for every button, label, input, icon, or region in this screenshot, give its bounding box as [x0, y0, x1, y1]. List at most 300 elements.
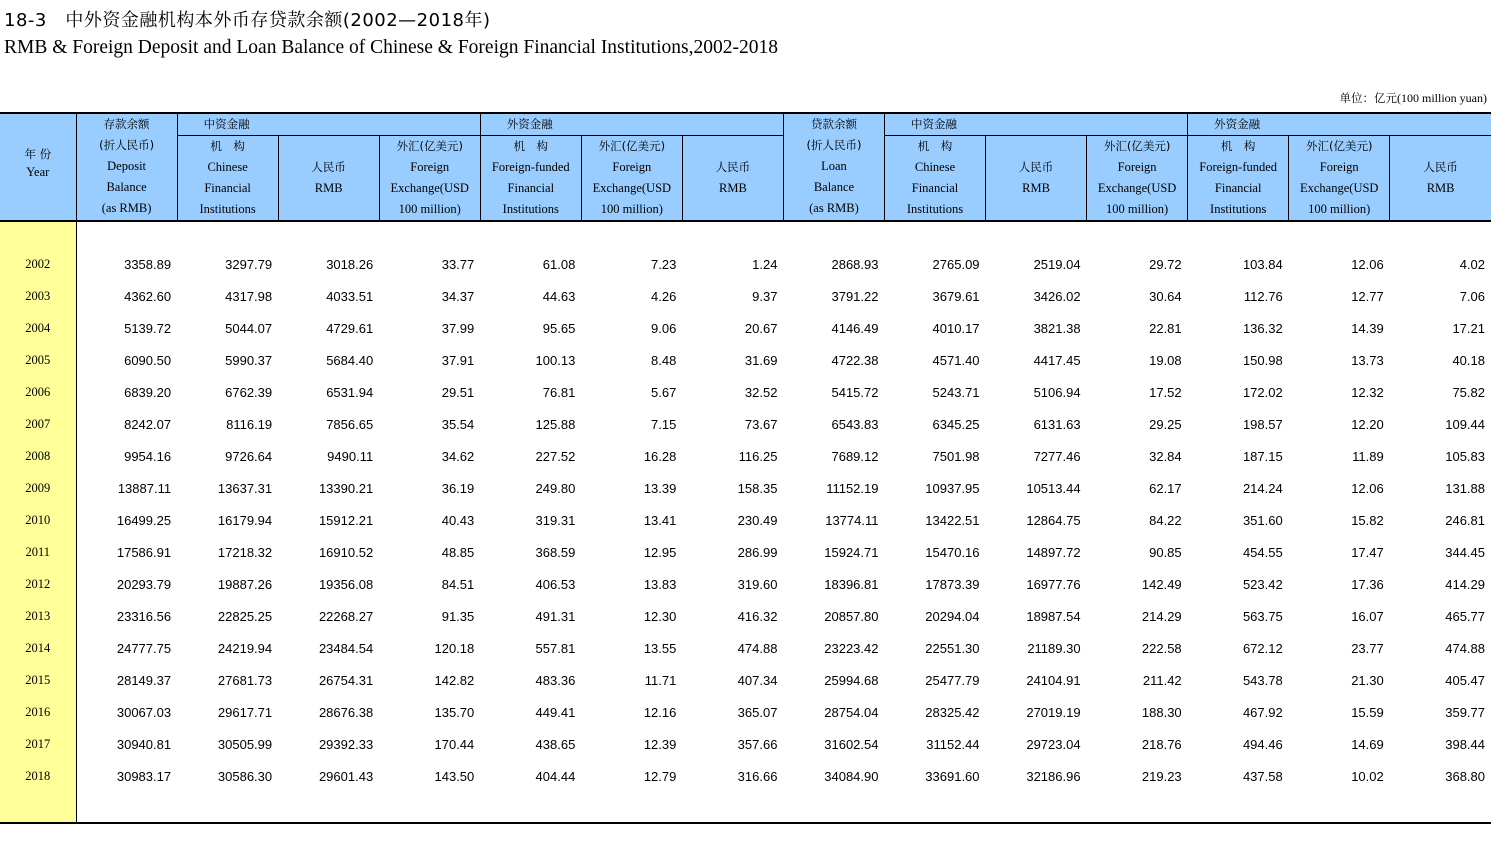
value-cell: 31602.54 — [824, 736, 879, 752]
year-cell: 2003 — [0, 280, 76, 312]
header-text: Institutions — [1210, 202, 1267, 216]
header-text: Balance — [813, 180, 855, 194]
value-cell: 13.39 — [643, 480, 677, 496]
value-cell: 5415.72 — [831, 384, 879, 400]
value-cell — [278, 221, 379, 248]
year-cell: 2007 — [0, 408, 76, 440]
value-cell — [76, 221, 177, 248]
value-cell: 13.73 — [1351, 352, 1384, 368]
value-cell: 12.06 — [1351, 256, 1384, 272]
value-cell — [884, 792, 985, 823]
header-text: Chinese — [914, 160, 956, 174]
value-cell: 12.06 — [1351, 480, 1384, 496]
header-cn-inst-loan-top — [884, 113, 1187, 136]
header-fg-inst-deposit — [480, 136, 581, 222]
value-cell: 150.98 — [1242, 352, 1283, 368]
value-cell: 28325.42 — [925, 704, 980, 720]
table-row — [0, 312, 1491, 344]
value-cell: 37.91 — [441, 352, 475, 368]
header-text: 中资金融 — [910, 117, 957, 131]
header-text: Foreign — [1319, 160, 1359, 174]
value-cell: 34084.90 — [824, 768, 879, 784]
value-cell: 30940.81 — [116, 736, 172, 752]
header-text: RMB — [314, 181, 343, 195]
header-text: 机 构 — [1220, 139, 1256, 153]
value-cell: 16.07 — [1351, 608, 1384, 624]
value-cell: 143.50 — [434, 768, 475, 784]
value-cell: 158.35 — [737, 480, 778, 496]
header-text: 人民币 — [1423, 160, 1458, 174]
year-cell: 2012 — [0, 568, 76, 600]
header-text: Financial — [204, 181, 251, 195]
table-row — [0, 696, 1491, 728]
value-cell: 465.77 — [1445, 608, 1485, 624]
header-text: RMB — [719, 181, 747, 195]
value-cell: 16179.94 — [217, 512, 273, 528]
value-cell: 4722.38 — [831, 352, 879, 368]
value-cell: 491.31 — [535, 608, 576, 624]
value-cell: 11.71 — [644, 672, 677, 688]
value-cell: 222.58 — [1141, 640, 1182, 656]
header-text: 外汇(亿美元) — [1103, 139, 1171, 153]
value-cell: 30505.99 — [217, 736, 273, 752]
value-cell: 368.59 — [535, 544, 576, 560]
year-cell: 2013 — [0, 600, 76, 632]
header-text: 机 构 — [210, 139, 245, 153]
value-cell: 17586.91 — [116, 544, 172, 560]
value-cell: 3821.38 — [1033, 320, 1081, 336]
table-row — [0, 408, 1491, 440]
value-cell: 357.66 — [737, 736, 778, 752]
value-cell: 4417.45 — [1033, 352, 1081, 368]
value-cell: 211.42 — [1142, 672, 1182, 688]
value-cell: 7277.46 — [1033, 448, 1081, 464]
value-cell: 28754.04 — [824, 704, 879, 720]
header-rmb-4 — [1390, 136, 1491, 222]
value-cell: 4033.51 — [326, 288, 374, 304]
value-cell: 9490.11 — [327, 448, 374, 464]
value-cell: 15.82 — [1351, 512, 1384, 528]
value-cell: 11152.19 — [826, 480, 879, 496]
value-cell — [682, 221, 783, 248]
value-cell — [986, 792, 1087, 823]
spacer-row — [0, 221, 1491, 248]
value-cell: 316.66 — [737, 768, 778, 784]
value-cell: 91.35 — [441, 608, 475, 624]
value-cell: 319.31 — [535, 512, 576, 528]
value-cell: 37.99 — [441, 320, 475, 336]
value-cell — [480, 792, 581, 823]
value-cell: 28149.37 — [116, 672, 172, 688]
value-cell: 5990.37 — [225, 352, 273, 368]
value-cell: 31.69 — [744, 352, 778, 368]
header-text: RMB — [1426, 181, 1455, 195]
table-header — [0, 113, 1491, 221]
value-cell: 7.15 — [651, 416, 677, 432]
header-text: Foreign — [410, 160, 450, 174]
value-cell: 218.76 — [1141, 736, 1182, 752]
value-cell: 351.60 — [1242, 512, 1283, 528]
value-cell: 18987.54 — [1026, 608, 1081, 624]
value-cell: 12.95 — [643, 544, 677, 560]
value-cell: 11.89 — [1352, 448, 1384, 464]
table-row — [0, 504, 1491, 536]
value-cell: 29.51 — [441, 384, 475, 400]
value-cell: 10513.44 — [1026, 480, 1081, 496]
value-cell — [278, 792, 379, 823]
value-cell: 19356.08 — [318, 576, 374, 592]
value-cell: 494.46 — [1242, 736, 1283, 752]
value-cell: 414.29 — [1445, 576, 1485, 592]
value-cell: 20.67 — [744, 320, 778, 336]
value-cell: 4.02 — [1459, 256, 1485, 272]
header-text: Balance — [106, 180, 147, 194]
value-cell: 4729.61 — [326, 320, 374, 336]
value-cell: 30.64 — [1149, 288, 1182, 304]
value-cell — [1188, 792, 1289, 823]
value-cell: 15924.71 — [824, 544, 879, 560]
value-cell — [1289, 792, 1390, 823]
value-cell: 16910.52 — [318, 544, 374, 560]
year-cell: 2015 — [0, 664, 76, 696]
value-cell: 286.99 — [737, 544, 778, 560]
value-cell: 404.44 — [535, 768, 576, 784]
value-cell: 7.23 — [651, 256, 677, 272]
value-cell: 131.88 — [1445, 480, 1485, 496]
value-cell: 22825.25 — [217, 608, 273, 624]
value-cell: 12.20 — [1351, 416, 1384, 432]
year-cell: 2011 — [0, 536, 76, 568]
value-cell: 95.65 — [542, 320, 576, 336]
value-cell: 29601.43 — [318, 768, 374, 784]
value-cell — [177, 792, 278, 823]
header-text: Financial — [1214, 181, 1262, 195]
value-cell: 467.92 — [1242, 704, 1283, 720]
value-cell: 135.70 — [434, 704, 475, 720]
value-cell — [1087, 792, 1188, 823]
page-title-chinese: 18-3 中外资金融机构本外币存贷款余额(2002—2018年) — [4, 10, 491, 31]
value-cell: 6345.25 — [932, 416, 980, 432]
value-cell: 172.02 — [1242, 384, 1283, 400]
year-cell: 2009 — [0, 472, 76, 504]
value-cell: 13637.31 — [217, 480, 273, 496]
header-text: 中资金融 — [203, 117, 250, 131]
value-cell: 319.60 — [737, 576, 778, 592]
value-cell: 4571.40 — [932, 352, 980, 368]
value-cell: 23223.42 — [824, 640, 879, 656]
header-rmb-2 — [682, 136, 783, 222]
value-cell — [1390, 221, 1491, 248]
value-cell — [581, 221, 682, 248]
value-cell: 36.19 — [441, 480, 475, 496]
value-cell: 12.32 — [1351, 384, 1384, 400]
value-cell: 563.75 — [1242, 608, 1283, 624]
header-fg-inst-loan-top — [1188, 113, 1491, 136]
header-text: 100 million) — [1308, 202, 1371, 216]
year-cell: 2002 — [0, 248, 76, 280]
header-text: Institutions — [199, 202, 256, 216]
table-row — [0, 248, 1491, 280]
value-cell: 5106.94 — [1033, 384, 1081, 400]
value-cell: 2519.04 — [1033, 256, 1081, 272]
header-text: Financial — [911, 181, 959, 195]
header-cn-inst-deposit-top — [177, 113, 480, 136]
value-cell: 23316.56 — [116, 608, 172, 624]
value-cell: 84.22 — [1149, 512, 1182, 528]
value-cell: 13422.51 — [925, 512, 980, 528]
value-cell: 17.52 — [1149, 384, 1182, 400]
value-cell: 12864.75 — [1026, 512, 1081, 528]
value-cell — [76, 792, 177, 823]
value-cell: 523.42 — [1242, 576, 1283, 592]
value-cell — [783, 792, 884, 823]
value-cell: 407.34 — [737, 672, 778, 688]
header-text: (as RMB) — [809, 201, 859, 215]
value-cell — [480, 221, 581, 248]
value-cell: 19.08 — [1149, 352, 1182, 368]
unit-label-chinese: 单位：亿元 — [1339, 91, 1397, 105]
value-cell: 103.84 — [1242, 256, 1283, 272]
value-cell: 33691.60 — [925, 768, 980, 784]
value-cell: 365.07 — [737, 704, 778, 720]
value-cell: 27681.73 — [217, 672, 273, 688]
header-text: RMB — [1022, 181, 1050, 195]
table-row — [0, 728, 1491, 760]
value-cell: 5139.72 — [124, 320, 172, 336]
value-cell: 6839.20 — [124, 384, 172, 400]
header-text: 100 million) — [398, 202, 461, 216]
year-cell: 2018 — [0, 760, 76, 792]
value-cell: 30586.30 — [217, 768, 273, 784]
header-deposit-balance — [76, 113, 177, 221]
year-cell: 2014 — [0, 632, 76, 664]
value-cell: 6762.39 — [225, 384, 273, 400]
table-row — [0, 376, 1491, 408]
value-cell: 15912.21 — [318, 512, 374, 528]
year-cell: 2004 — [0, 312, 76, 344]
header-text: Foreign — [612, 160, 652, 174]
header-text: Institutions — [906, 202, 964, 216]
value-cell: 28676.38 — [318, 704, 374, 720]
value-cell: 4362.60 — [124, 288, 172, 304]
value-cell: 125.88 — [535, 416, 576, 432]
value-cell: 437.58 — [1242, 768, 1283, 784]
value-cell: 12.77 — [1351, 288, 1384, 304]
value-cell: 17218.32 — [217, 544, 273, 560]
value-cell: 13.55 — [643, 640, 677, 656]
header-text: Exchange(USD — [1097, 181, 1177, 195]
value-cell: 23484.54 — [318, 640, 374, 656]
value-cell: 3297.79 — [225, 256, 273, 272]
header-fx-2 — [581, 136, 682, 222]
value-cell: 32.52 — [744, 384, 778, 400]
value-cell: 34.37 — [441, 288, 475, 304]
value-cell: 20293.79 — [116, 576, 172, 592]
value-cell: 3426.02 — [1033, 288, 1081, 304]
header-text: 外汇(亿美元) — [598, 139, 666, 153]
value-cell: 3018.26 — [326, 256, 374, 272]
table-row — [0, 760, 1491, 792]
value-cell: 17.36 — [1351, 576, 1384, 592]
spacer-row — [0, 792, 1491, 823]
value-cell: 29392.33 — [318, 736, 374, 752]
value-cell: 29.72 — [1149, 256, 1182, 272]
value-cell: 9.37 — [752, 288, 778, 304]
header-year-en: Year — [26, 165, 50, 179]
value-cell: 32.84 — [1149, 448, 1182, 464]
year-cell: 2006 — [0, 376, 76, 408]
value-cell: 40.43 — [441, 512, 475, 528]
header-text: 100 million) — [600, 202, 663, 216]
value-cell: 4010.17 — [932, 320, 980, 336]
value-cell: 8242.07 — [124, 416, 172, 432]
value-cell — [177, 221, 278, 248]
value-cell: 10.02 — [1351, 768, 1384, 784]
value-cell — [783, 221, 884, 248]
year-cell: 2010 — [0, 504, 76, 536]
value-cell: 9726.64 — [225, 448, 273, 464]
header-text: Chinese — [207, 160, 248, 174]
year-cell — [0, 792, 76, 823]
value-cell: 170.44 — [434, 736, 475, 752]
value-cell: 474.88 — [737, 640, 778, 656]
value-cell: 12.79 — [643, 768, 677, 784]
value-cell: 90.85 — [1149, 544, 1182, 560]
value-cell: 672.12 — [1242, 640, 1283, 656]
value-cell: 454.55 — [1242, 544, 1283, 560]
value-cell: 7501.98 — [932, 448, 980, 464]
header-fx-3 — [1087, 136, 1188, 222]
value-cell: 29723.04 — [1026, 736, 1081, 752]
value-cell: 7856.65 — [326, 416, 374, 432]
value-cell: 73.67 — [744, 416, 778, 432]
table-row — [0, 568, 1491, 600]
value-cell: 21.30 — [1351, 672, 1384, 688]
value-cell: 227.52 — [535, 448, 576, 464]
value-cell: 4146.49 — [831, 320, 879, 336]
header-text: 机 构 — [513, 139, 549, 153]
value-cell: 368.80 — [1445, 768, 1485, 784]
header-text: 100 million) — [1106, 202, 1169, 216]
value-cell: 16977.76 — [1026, 576, 1081, 592]
value-cell: 18396.81 — [824, 576, 879, 592]
table-row — [0, 664, 1491, 696]
header-year — [0, 113, 76, 221]
header-fg-inst-deposit-top — [480, 113, 783, 136]
value-cell — [379, 792, 480, 823]
value-cell: 405.47 — [1445, 672, 1485, 688]
value-cell: 6543.83 — [831, 416, 879, 432]
value-cell — [1188, 221, 1289, 248]
value-cell: 25994.68 — [824, 672, 879, 688]
header-text: 外资金融 — [506, 117, 553, 131]
value-cell: 44.63 — [542, 288, 576, 304]
value-cell: 29.25 — [1149, 416, 1182, 432]
value-cell: 35.54 — [441, 416, 475, 432]
value-cell: 15.59 — [1351, 704, 1384, 720]
value-cell: 416.32 — [737, 608, 778, 624]
value-cell: 9.06 — [651, 320, 677, 336]
value-cell: 6131.63 — [1033, 416, 1081, 432]
value-cell: 61.08 — [542, 256, 576, 272]
value-cell: 219.23 — [1141, 768, 1182, 784]
value-cell: 8116.19 — [226, 416, 273, 432]
value-cell: 84.51 — [441, 576, 475, 592]
unit-label — [1340, 90, 1488, 106]
header-text: 贷款余额 — [810, 117, 857, 131]
header-year-cn: 年 份 — [24, 147, 52, 161]
header-cn-inst-loan — [884, 136, 985, 222]
header-text: (as RMB) — [101, 201, 152, 215]
table-row — [0, 472, 1491, 504]
value-cell: 23.77 — [1351, 640, 1384, 656]
year-cell: 2017 — [0, 728, 76, 760]
value-cell: 17.47 — [1351, 544, 1384, 560]
value-cell: 187.15 — [1242, 448, 1283, 464]
value-cell — [1087, 221, 1188, 248]
value-cell: 2765.09 — [932, 256, 980, 272]
value-cell: 214.24 — [1242, 480, 1283, 496]
value-cell: 13.83 — [643, 576, 677, 592]
value-cell: 14897.72 — [1026, 544, 1081, 560]
value-cell — [1390, 792, 1491, 823]
value-cell: 13887.11 — [117, 480, 172, 496]
value-cell: 12.16 — [643, 704, 677, 720]
value-cell: 105.83 — [1445, 448, 1485, 464]
header-text: (折人民币) — [99, 138, 155, 152]
table-row — [0, 344, 1491, 376]
year-cell: 2005 — [0, 344, 76, 376]
value-cell: 246.81 — [1445, 512, 1485, 528]
value-cell: 48.85 — [441, 544, 475, 560]
value-cell — [379, 221, 480, 248]
value-cell: 32186.96 — [1026, 768, 1081, 784]
value-cell: 5044.07 — [225, 320, 273, 336]
header-fx-1 — [379, 136, 480, 222]
header-text: Foreign-funded — [491, 160, 570, 174]
header-text: 外汇(亿美元) — [1305, 139, 1373, 153]
value-cell: 16.28 — [643, 448, 677, 464]
value-cell: 14.69 — [1351, 736, 1384, 752]
value-cell: 120.18 — [434, 640, 475, 656]
value-cell: 9954.16 — [124, 448, 172, 464]
value-cell: 136.32 — [1242, 320, 1283, 336]
header-text: 外资金融 — [1214, 117, 1261, 131]
header-text: 机 构 — [917, 139, 953, 153]
table-body — [0, 221, 1491, 823]
header-rmb-3 — [986, 136, 1087, 222]
value-cell: 214.29 — [1141, 608, 1182, 624]
table-row — [0, 600, 1491, 632]
value-cell: 24777.75 — [116, 640, 172, 656]
value-cell: 22268.27 — [318, 608, 374, 624]
value-cell — [581, 792, 682, 823]
unit-label-english: (100 million yuan) — [1397, 91, 1487, 105]
value-cell — [1289, 221, 1390, 248]
value-cell: 142.82 — [434, 672, 475, 688]
value-cell: 15470.16 — [925, 544, 980, 560]
value-cell: 30983.17 — [116, 768, 172, 784]
value-cell: 4317.98 — [225, 288, 273, 304]
value-cell: 230.49 — [737, 512, 778, 528]
header-loan-balance — [783, 113, 884, 221]
header-text: 人民币 — [715, 160, 751, 174]
value-cell: 24104.91 — [1026, 672, 1081, 688]
header-text: Institutions — [502, 202, 559, 216]
table-row — [0, 440, 1491, 472]
value-cell: 16499.25 — [116, 512, 172, 528]
value-cell: 398.44 — [1445, 736, 1485, 752]
